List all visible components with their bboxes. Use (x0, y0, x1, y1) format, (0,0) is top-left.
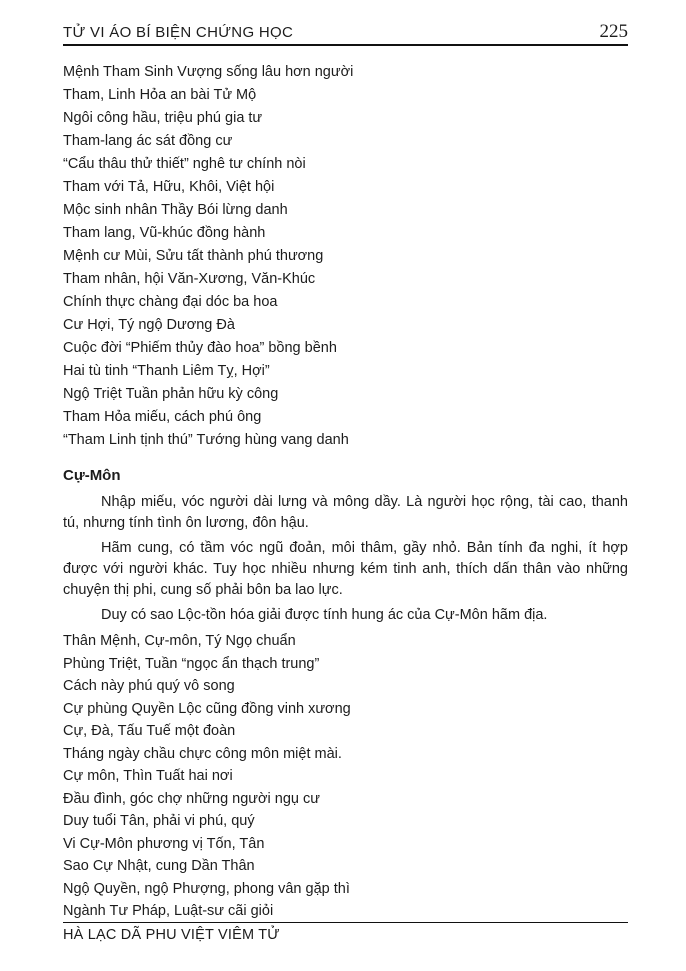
verse-line: Sao Cự Nhật, cung Dần Thân (63, 858, 255, 874)
verse-line: Mệnh Tham Sinh Vượng sống lâu hơn người (63, 64, 354, 80)
running-head-title: TỬ VI ÁO BÍ BIỆN CHỨNG HỌC (63, 24, 294, 41)
verse-line: “Cẩu thâu thử thiết” nghê tư chính nòi (63, 156, 306, 172)
page-number: 225 (599, 21, 628, 42)
verse-line: Cự phùng Quyền Lộc cũng đồng vinh xương (63, 700, 351, 717)
verse-line: Cự, Đà, Tấu Tuế một đoàn (63, 723, 236, 739)
verse-line: Ngành Tư Pháp, Luật-sư cãi giỏi (63, 903, 274, 919)
verse-line: Cách này phú quý vô song (63, 678, 235, 694)
verse-line: Cuộc đời “Phiếm thủy đào hoa” bồng bềnh (63, 340, 337, 356)
verse-line: Cư Hợi, Tý ngộ Dương Đà (63, 317, 235, 333)
verse-line: Tham Hỏa miếu, cách phú ông (63, 409, 262, 425)
verse-block-cu-mon (63, 630, 628, 923)
verse-block-tham-lang (63, 61, 628, 452)
verse-line: Đầu đình, góc chợ những người ngụ cư (63, 790, 320, 807)
verse-line: Mộc sinh nhân Thầy Bói lừng danh (63, 202, 288, 218)
verse-line: “Tham Linh tịnh thú” Tướng hùng vang danh (63, 432, 349, 448)
verse-line: Ngộ Quyền, ngộ Phượng, phong vân gặp thì (63, 880, 350, 897)
verse-line: Mệnh cư Mùi, Sửu tất thành phú thương (63, 248, 324, 264)
verse-line: Thân Mệnh, Cự-môn, Tý Ngọ chuẩn (63, 633, 296, 649)
verse-line: Vi Cự-Môn phương vị Tốn, Tân (63, 835, 265, 852)
verse-line: Tháng ngày chầu chực công môn miệt mài. (63, 745, 342, 762)
verse-line: Tham, Linh Hỏa an bài Tử Mộ (63, 87, 257, 103)
paragraph: Duy có sao Lộc-tồn hóa giải được tính hung ác của Cự-Môn hãm địa. (101, 607, 548, 623)
verse-line: Tham nhân, hội Văn-Xương, Văn-Khúc (63, 271, 316, 287)
section-heading-cu-mon: Cự-Môn (63, 467, 121, 484)
verse-line: Chính thực chàng đại dóc ba hoa (63, 294, 278, 310)
verse-line: Tham lang, Vũ-khúc đồng hành (63, 225, 266, 241)
verse-line: Hai tù tinh “Thanh Liêm Tỵ, Hợi” (63, 363, 270, 379)
paragraph: Hãm cung, có tầm vóc ngũ đoản, môi thâm, gầy nhỏ. Bản tính đa nghi, ít hợp được với người khác. Tuy học nhiều nhưng kém tinh anh, thích dấn thân vào những chuyện thị phi, cung số phải bôn ba lao lực. (63, 540, 628, 598)
section-paragraphs (63, 492, 628, 626)
page-header (63, 22, 628, 46)
verse-line: Duy tuổi Tân, phải vi phú, quý (63, 813, 255, 829)
verse-line: Phùng Triệt, Tuần “ngọc ẩn thạch trung” (63, 655, 320, 672)
footer-text: HÀ LẠC DÃ PHU VIỆT VIÊM TỬ (63, 927, 280, 943)
verse-line: Cự môn, Thìn Tuất hai nơi (63, 768, 233, 784)
verse-line: Tham-lang ác sát đồng cư (63, 133, 233, 149)
verse-line: Ngộ Triệt Tuần phản hữu kỳ công (63, 386, 279, 402)
verse-line: Ngôi công hầu, triệu phú gia tư (63, 110, 263, 126)
page-content (63, 0, 628, 923)
page-footer (63, 922, 628, 943)
verse-line: Tham với Tả, Hữu, Khôi, Việt hội (63, 179, 275, 195)
paragraph: Nhập miếu, vóc người dài lưng và mông dầy. Là người học rộng, tài cao, thanh tú, nhưng tính tình ôn lương, đôn hậu. (63, 494, 628, 531)
